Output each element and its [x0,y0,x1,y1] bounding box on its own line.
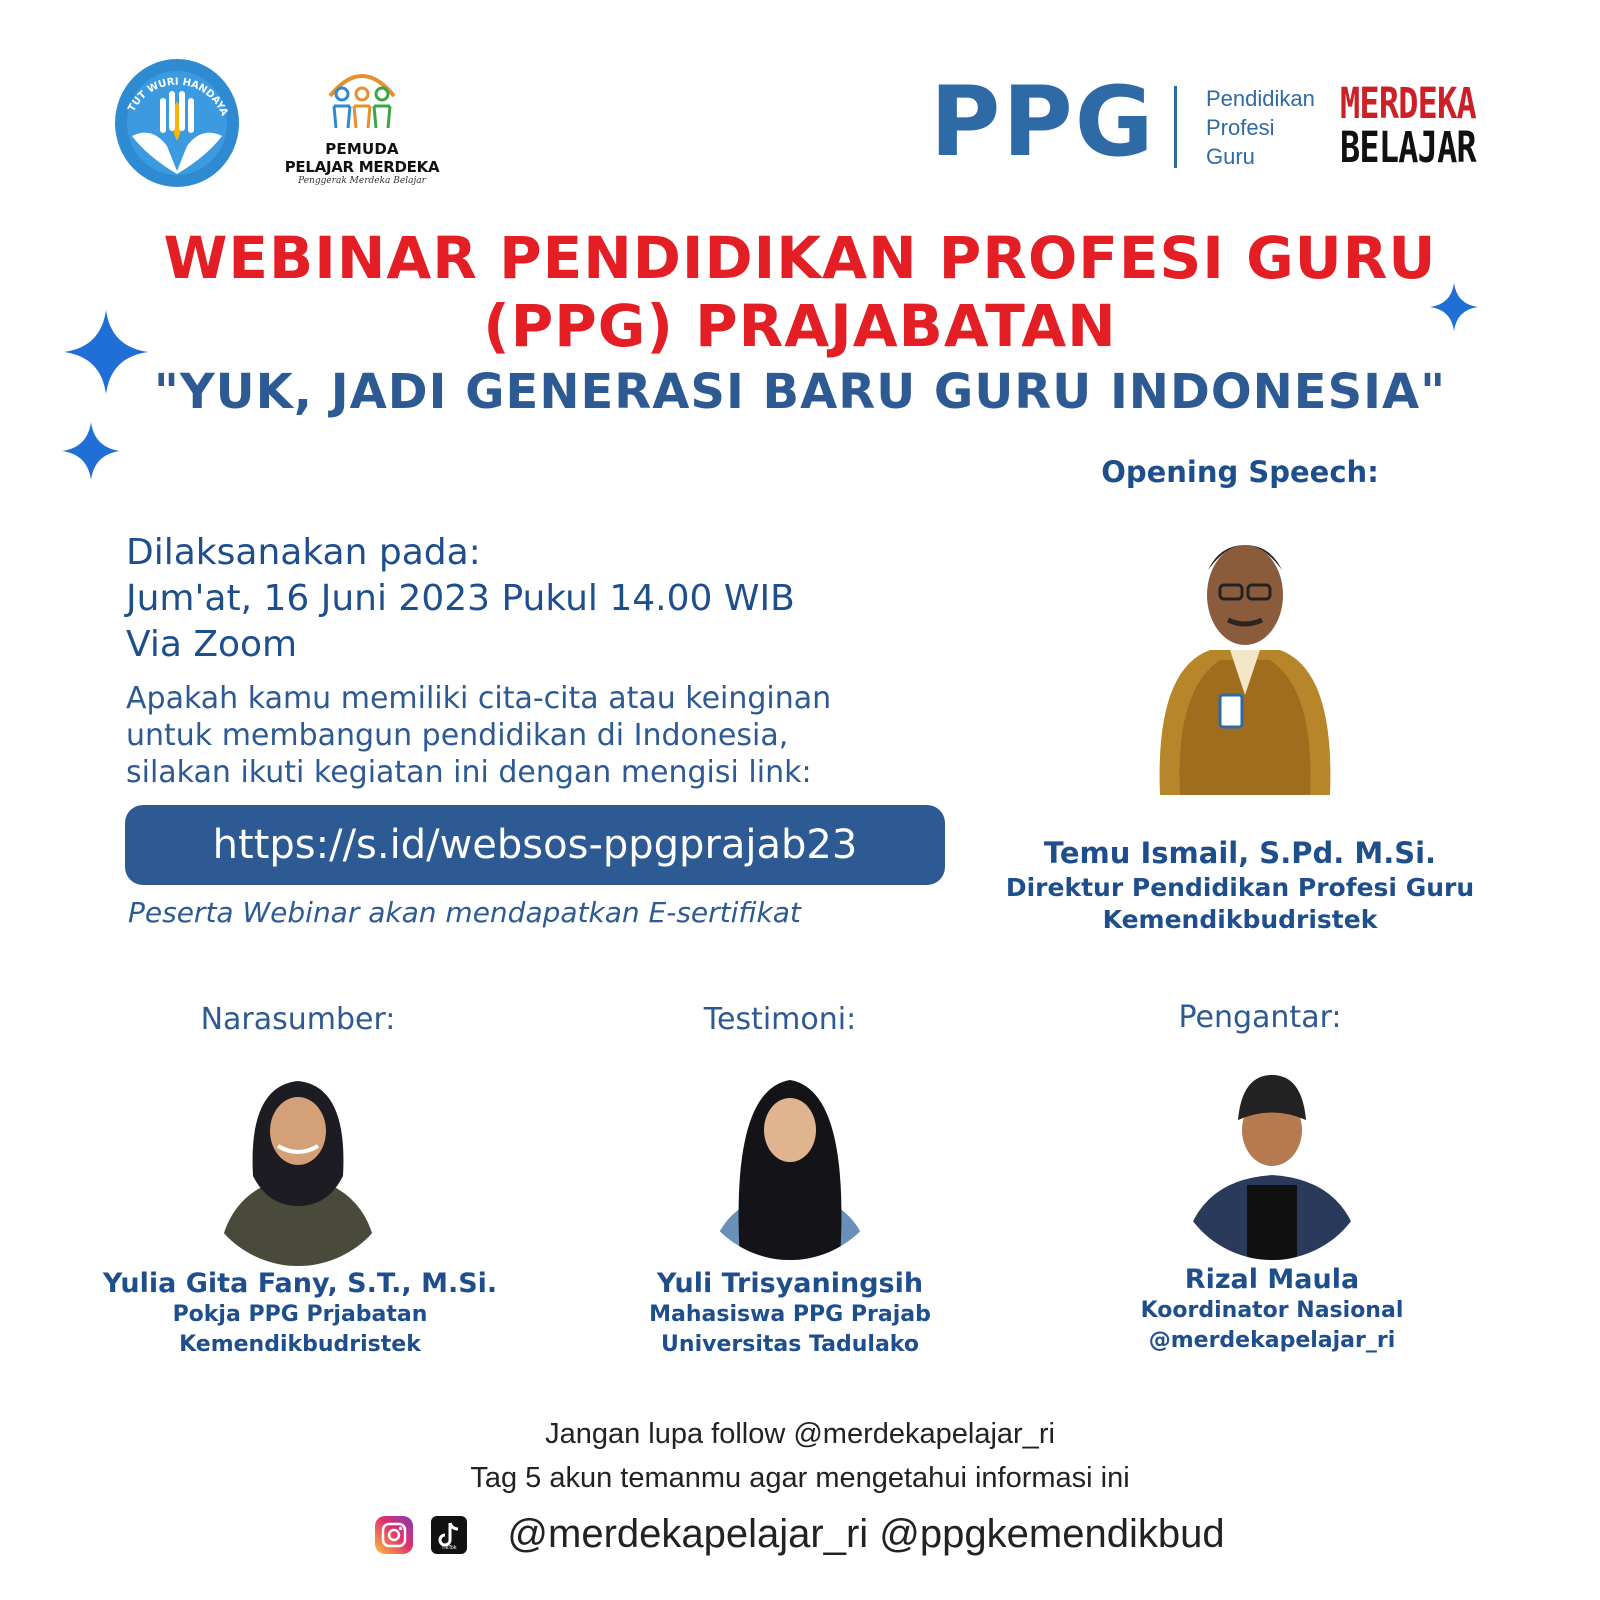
event-desc-line: Apakah kamu memiliki cita-cita atau keinginan [126,681,832,716]
title-subtitle: "YUK, JADI GENERASI BARU GURU INDONESIA" [153,364,1447,420]
event-platform: Via Zoom [126,624,298,665]
event-date: Jum'at, 16 Juni 2023 Pukul 14.00 WIB [126,578,795,619]
pengantar-role-line: @merdekapelajar_ri [1148,1328,1396,1353]
opening-speaker-role [980,872,1500,936]
pemuda-pelajar-merdeka-logo [282,66,442,190]
registration-link-text: https://s.id/websos-ppgprajab23 [212,822,858,868]
ppg-divider [1174,86,1177,168]
pengantar-photo [1172,1060,1372,1260]
people-icon [322,66,402,136]
narasumber-role [80,1300,520,1360]
registration-link-button[interactable] [125,805,945,885]
title-line1: WEBINAR PENDIDIKAN PROFESI GURU [163,224,1437,292]
footer-tag: Tag 5 akun temanmu agar mengetahui informasi ini [470,1462,1130,1494]
narasumber-photo [198,1066,398,1266]
ppg-sub-line: Profesi [1206,115,1275,140]
pemuda-line2: PELAJAR MERDEKA [284,158,440,176]
event-desc-line: silakan ikuti kegiatan ini dengan mengisi link: [126,755,812,790]
sparkle-icon [62,422,120,480]
testimoni-photo [690,1060,890,1260]
testimoni-role-line: Mahasiswa PPG Prajab [649,1302,931,1327]
merdeka-logo-line2: BELAJAR [1340,123,1476,173]
tutwuri-text: TUT WURI HANDAYA [126,76,230,118]
ppg-sub-line: Guru [1206,144,1255,169]
opening-role-line: Direktur Pendidikan Profesi Guru [1005,873,1475,902]
pengantar-label: Pengantar: [1178,1000,1342,1035]
tiktok-icon[interactable] [431,1516,467,1554]
narasumber-name: Yulia Gita Fany, S.T., M.Si. [102,1268,498,1299]
narasumber-role-line: Pokja PPG Prjabatan [172,1302,428,1327]
pengantar-role-line: Koordinator Nasional [1140,1298,1404,1323]
pemuda-tagline: Penggerak Merdeka Belajar [298,176,426,186]
ppg-logo [930,66,1156,182]
opening-role-line: Kemendikbudristek [1102,905,1378,934]
certificate-note: Peserta Webinar akan mendapatkan E-sertifikat [128,896,801,929]
social-row [0,1512,1600,1557]
merdeka-logo-line1: MERDEKA [1340,79,1476,129]
opening-speaker-name: Temu Ismail, S.Pd. M.Si. [1043,836,1437,870]
ppg-subtitle [1206,84,1315,171]
testimoni-role [570,1300,1010,1360]
title-line2: (PPG) PRAJABATAN [483,292,1117,360]
ppg-logo-text: PPG [930,66,1156,178]
narasumber-label: Narasumber: [200,1002,396,1037]
opening-speech-label: Opening Speech: [1101,455,1379,489]
instagram-icon[interactable] [375,1516,413,1554]
testimoni-name: Yuli Trisyaningsih [656,1268,924,1299]
opening-speaker-photo [1150,520,1340,795]
pengantar-role [1052,1296,1492,1356]
event-heading: Dilaksanakan pada: [126,532,481,573]
testimoni-label: Testimoni: [703,1002,857,1037]
event-desc-line: untuk membangun pendidikan di Indonesia, [126,718,789,753]
event-schedule [126,530,795,668]
social-handles: @merdekapelajar_ri @ppgkemendikbud [507,1512,1225,1556]
tut-wuri-handayani-logo [112,56,242,190]
narasumber-role-line: Kemendikbudristek [179,1332,421,1357]
event-description [126,680,831,791]
pengantar-name: Rizal Maula [1184,1264,1360,1295]
testimoni-role-line: Universitas Tadulako [661,1332,919,1357]
footer-follow: Jangan lupa follow @merdekapelajar_ri [545,1418,1055,1450]
tiktok-label: TikTok [441,1544,458,1550]
merdeka-belajar-logo [1340,79,1514,173]
pemuda-line1: PEMUDA [325,140,399,158]
ppg-sub-line: Pendidikan [1206,86,1315,111]
